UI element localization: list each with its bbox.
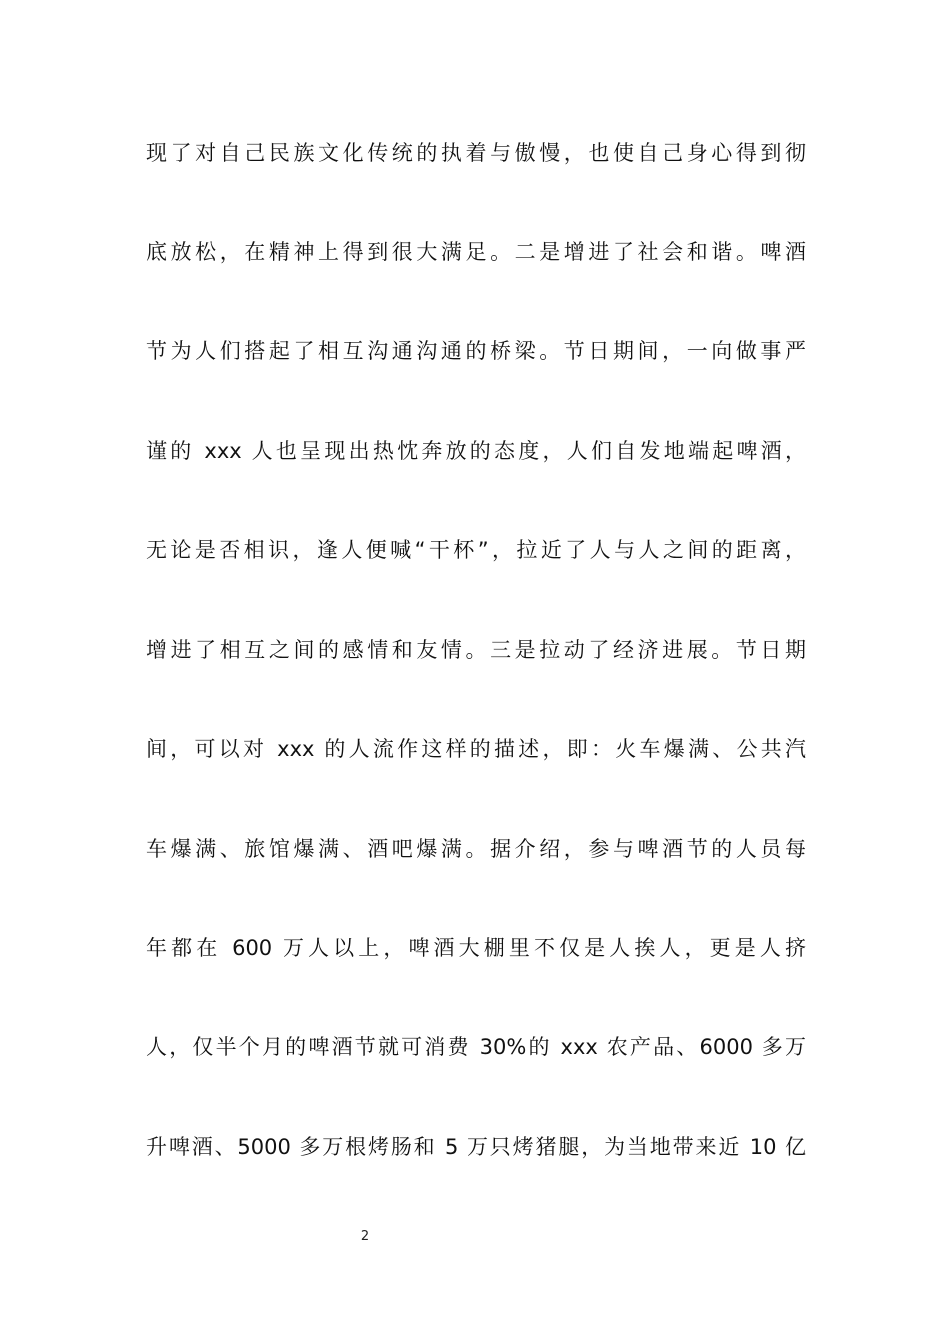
paragraph-line: 年都在 600 万人以上，啤酒大棚里不仅是人挨人，更是人挤 (146, 936, 806, 960)
page-number: 2 (360, 1229, 370, 1244)
paragraph-line: 底放松，在精神上得到很大满足。二是增进了社会和谐。啤酒 (146, 240, 806, 264)
paragraph-line: 节为人们搭起了相互沟通沟通的桥梁。节日期间，一向做事严 (146, 339, 806, 363)
paragraph-line: 谨的 xxx 人也呈现出热忱奔放的态度，人们自发地端起啤酒， (146, 439, 806, 463)
paragraph-line: 增进了相互之间的感情和友情。三是拉动了经济进展。节日期 (146, 638, 806, 662)
paragraph-line: 升啤酒、5000 多万根烤肠和 5 万只烤猪腿，为当地带来近 10 亿 (146, 1135, 806, 1159)
paragraph-line: 车爆满、旅馆爆满、酒吧爆满。据介绍，参与啤酒节的人员每 (146, 837, 806, 861)
paragraph-line: 间，可以对 xxx 的人流作这样的描述，即：火车爆满、公共汽 (146, 737, 806, 761)
paragraph-line: 现了对自己民族文化传统的执着与傲慢，也使自己身心得到彻 (146, 141, 806, 165)
paragraph-line: 人，仅半个月的啤酒节就可消费 30%的 xxx 农产品、6000 多万 (146, 1035, 806, 1059)
paragraph-line: 无论是否相识，逢人便喊“干杯”，拉近了人与人之间的距离， (146, 538, 806, 562)
